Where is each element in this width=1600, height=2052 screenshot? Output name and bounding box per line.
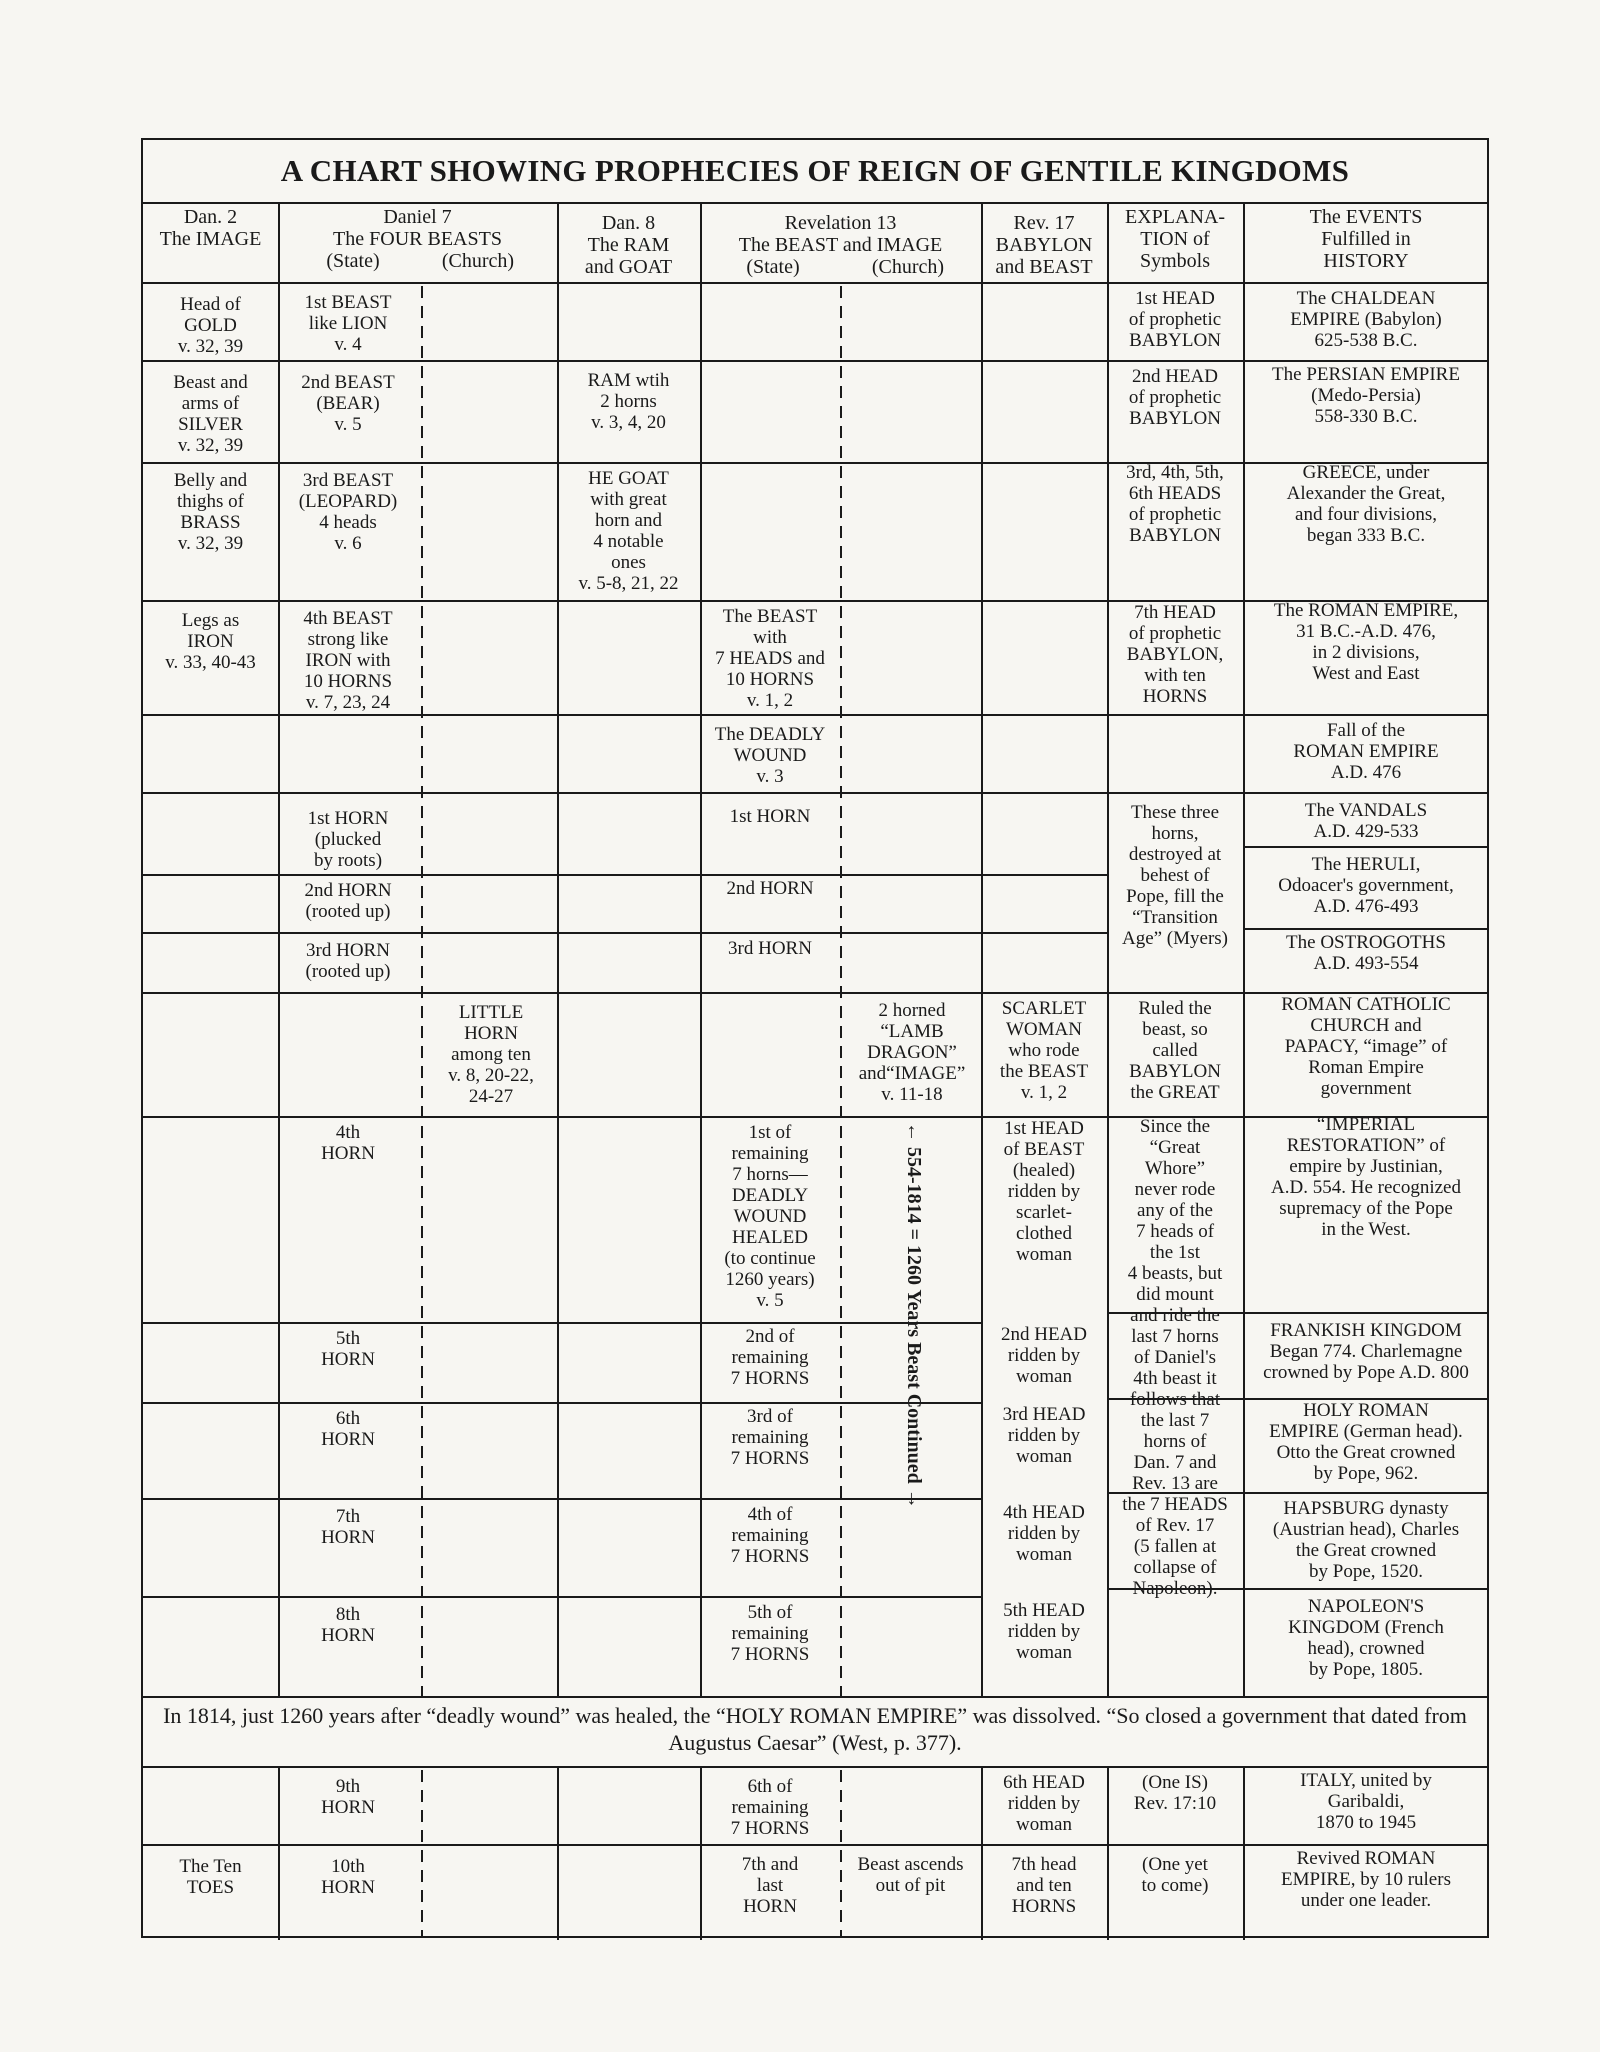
- r11-dan7: 5th HORN: [321, 1328, 375, 1370]
- state-church-divider: [840, 1086, 842, 1098]
- state-church-divider: [840, 1186, 842, 1198]
- state-church-divider: [421, 526, 423, 538]
- r13-event: HAPSBURG dynasty (Austrian head), Charles the Great crowned by Pope, 1520.: [1272, 1498, 1460, 1582]
- state-church-divider: [421, 966, 423, 978]
- r12-rev13: 3rd of remaining 7 HORNS: [730, 1406, 810, 1469]
- state-church-divider: [840, 706, 842, 718]
- state-church-divider: [421, 846, 423, 858]
- state-church-divider: [421, 726, 423, 738]
- state-church-divider: [421, 466, 423, 478]
- r2-expl: 2nd HEAD of prophetic BABYLON: [1128, 366, 1222, 429]
- state-church-divider: [840, 1810, 842, 1822]
- r4-event: The ROMAN EMPIRE, 31 B.C.-A.D. 476, in 2 divisions, West and East: [1273, 600, 1459, 684]
- header-dan7-state: (State): [326, 250, 380, 272]
- state-church-divider: [840, 766, 842, 778]
- state-church-divider: [421, 306, 423, 318]
- grid-line: [143, 1766, 1487, 1768]
- state-church-divider: [840, 1386, 842, 1398]
- state-church-divider: [421, 1186, 423, 1198]
- state-church-divider: [421, 1266, 423, 1278]
- r11-rev13: 2nd of remaining 7 HORNS: [730, 1326, 810, 1389]
- r6-rev13: 1st HORN: [729, 806, 811, 827]
- state-church-divider: [840, 1770, 842, 1782]
- state-church-divider: [421, 1506, 423, 1518]
- state-church-divider: [421, 1910, 423, 1922]
- state-church-divider: [840, 1266, 842, 1278]
- state-church-divider: [840, 806, 842, 818]
- state-church-divider: [421, 686, 423, 698]
- state-church-divider: [421, 1930, 423, 1938]
- r16-dan7: 10th HORN: [321, 1856, 375, 1898]
- grid-line: [143, 1844, 1487, 1846]
- r14-dan7: 8th HORN: [321, 1604, 375, 1646]
- state-church-divider: [840, 366, 842, 378]
- r13-dan7: 7th HORN: [321, 1506, 375, 1548]
- state-church-divider: [840, 926, 842, 938]
- grid-line: [143, 360, 1487, 362]
- r12-rev17: 3rd HEAD ridden by woman: [1002, 1404, 1086, 1467]
- state-church-divider: [840, 1426, 842, 1438]
- r16-event: Revived ROMAN EMPIRE, by 10 rulers under one leader.: [1281, 1848, 1451, 1911]
- r1-expl: 1st HEAD of prophetic BABYLON: [1128, 288, 1222, 351]
- state-church-divider: [840, 1466, 842, 1478]
- state-church-divider: [840, 686, 842, 698]
- state-church-divider: [421, 1206, 423, 1218]
- r15-expl: (One IS) Rev. 17:10: [1133, 1772, 1217, 1814]
- header-explanation: EXPLANA- TION of Symbols: [1125, 206, 1225, 272]
- state-church-divider: [840, 1206, 842, 1218]
- r8-dan7: 3rd HORN (rooted up): [305, 940, 391, 982]
- state-church-divider: [840, 1326, 842, 1338]
- header-dan7-church: (Church): [441, 250, 515, 272]
- state-church-divider: [421, 886, 423, 898]
- state-church-divider: [840, 446, 842, 458]
- state-church-divider: [421, 1406, 423, 1418]
- state-church-divider: [421, 1850, 423, 1862]
- state-church-divider: [421, 1870, 423, 1882]
- state-church-divider: [840, 1586, 842, 1598]
- state-church-divider: [421, 1126, 423, 1138]
- state-church-divider: [421, 826, 423, 838]
- state-church-divider: [421, 1466, 423, 1478]
- state-church-divider: [840, 1506, 842, 1518]
- state-church-divider: [840, 1226, 842, 1238]
- grid-line: [143, 1696, 1487, 1698]
- r9-rev17: SCARLET WOMAN who rode the BEAST v. 1, 2: [999, 998, 1089, 1103]
- state-church-divider: [421, 1066, 423, 1078]
- r4-expl: 7th HEAD of prophetic BABYLON, with ten HORNS: [1126, 602, 1224, 707]
- state-church-divider: [421, 1426, 423, 1438]
- r4-dan7: 4th BEAST strong like IRON with 10 HORNS v. 7, 23, 24: [303, 608, 393, 713]
- r6-event: The VANDALS A.D. 429-533: [1304, 800, 1428, 842]
- header-rev13: Revelation 13 The BEAST and IMAGE: [738, 212, 943, 256]
- state-church-divider: [421, 1086, 423, 1098]
- r14-event: NAPOLEON'S KINGDOM (French head), crowned by Pope, 1805.: [1288, 1596, 1444, 1680]
- state-church-divider: [840, 1606, 842, 1618]
- r9-event: ROMAN CATHOLIC CHURCH and PAPACY, “image” of Roman Empire government: [1281, 994, 1451, 1099]
- state-church-divider: [421, 746, 423, 758]
- state-church-divider: [421, 1146, 423, 1158]
- state-church-divider: [421, 1830, 423, 1842]
- state-church-divider: [421, 1526, 423, 1538]
- header-dan2: Dan. 2 The IMAGE: [159, 206, 262, 250]
- state-church-divider: [421, 1606, 423, 1618]
- grid-line: [981, 202, 983, 1696]
- state-church-divider: [421, 1326, 423, 1338]
- r16-expl: (One yet to come): [1141, 1854, 1209, 1896]
- state-church-divider: [421, 666, 423, 678]
- r15-rev13: 6th of remaining 7 HORNS: [730, 1776, 810, 1839]
- state-church-divider: [421, 1666, 423, 1678]
- chart-title: A CHART SHOWING PROPHECIES OF REIGN OF GENTILE KINGDOMS: [280, 153, 1350, 188]
- state-church-divider: [840, 1286, 842, 1298]
- horns-explanation: These three horns, destroyed at behest of Pope, fill the “Transition Age” (Myers): [1121, 802, 1229, 949]
- state-church-divider: [421, 366, 423, 378]
- state-church-divider: [840, 426, 842, 438]
- state-church-divider: [421, 586, 423, 598]
- r9-little-horn: LITTLE HORN among ten v. 8, 20-22, 24-27: [448, 1002, 534, 1107]
- state-church-divider: [421, 1626, 423, 1638]
- state-church-divider: [840, 1146, 842, 1158]
- r4-dan2: Legs as IRON v. 33, 40-43: [165, 610, 256, 673]
- state-church-divider: [421, 1546, 423, 1558]
- header-events: The EVENTS Fulfilled in HISTORY: [1309, 206, 1423, 272]
- state-church-divider: [840, 1306, 842, 1318]
- state-church-divider: [421, 1686, 423, 1696]
- state-church-divider: [421, 1646, 423, 1658]
- state-church-divider: [421, 766, 423, 778]
- state-church-divider: [840, 1566, 842, 1578]
- state-church-divider: [840, 906, 842, 918]
- state-church-divider: [840, 286, 842, 298]
- grid-line: [143, 202, 1487, 204]
- state-church-divider: [421, 446, 423, 458]
- r4-rev13: The BEAST with 7 HEADS and 10 HORNS v. 1, 2: [715, 606, 825, 711]
- state-church-divider: [840, 466, 842, 478]
- state-church-divider: [421, 906, 423, 918]
- state-church-divider: [421, 706, 423, 718]
- state-church-divider: [840, 1830, 842, 1842]
- r1-dan2: Head of GOLD v. 32, 39: [177, 294, 244, 357]
- r2-dan8: RAM wtih 2 horns v. 3, 4, 20: [587, 370, 670, 433]
- r3-event: GREECE, under Alexander the Great, and four divisions, began 333 B.C.: [1286, 462, 1446, 546]
- r9-lamb-dragon: 2 horned “LAMB DRAGON” and“IMAGE” v. 11-18: [858, 1000, 966, 1105]
- state-church-divider: [840, 1066, 842, 1078]
- r3-expl: 3rd, 4th, 5th, 6th HEADS of prophetic BABYLON: [1126, 462, 1224, 546]
- r16-church13: Beast ascends out of pit: [857, 1854, 964, 1896]
- state-church-divider: [840, 646, 842, 658]
- r8-event: The OSTROGOTHS A.D. 493-554: [1286, 932, 1446, 974]
- r14-rev13: 5th of remaining 7 HORNS: [730, 1602, 810, 1665]
- state-church-divider: [421, 506, 423, 518]
- r6-dan7: 1st HORN (plucked by roots): [307, 808, 389, 871]
- state-church-divider: [421, 1246, 423, 1258]
- state-church-divider: [840, 1686, 842, 1696]
- state-church-divider: [421, 1306, 423, 1318]
- grid-line: [143, 1402, 981, 1404]
- state-church-divider: [421, 1890, 423, 1902]
- state-church-divider: [840, 786, 842, 798]
- state-church-divider: [421, 1346, 423, 1358]
- state-church-divider: [421, 1226, 423, 1238]
- state-church-divider: [840, 746, 842, 758]
- state-church-divider: [840, 306, 842, 318]
- state-church-divider: [421, 346, 423, 358]
- r9-expl: Ruled the beast, so called BABYLON the GREAT: [1129, 998, 1221, 1103]
- state-church-divider: [840, 886, 842, 898]
- state-church-divider: [840, 1346, 842, 1358]
- r16-rev13: 7th and last HORN: [741, 1854, 799, 1917]
- state-church-divider: [421, 786, 423, 798]
- state-church-divider: [421, 1770, 423, 1782]
- state-church-divider: [840, 946, 842, 958]
- r10-dan7: 4th HORN: [321, 1122, 375, 1164]
- state-church-divider: [421, 1810, 423, 1822]
- state-church-divider: [840, 606, 842, 618]
- state-church-divider: [840, 526, 842, 538]
- state-church-divider: [840, 1026, 842, 1038]
- state-church-divider: [421, 1586, 423, 1598]
- state-church-divider: [421, 866, 423, 878]
- state-church-divider: [840, 1126, 842, 1138]
- dissolution-note: In 1814, just 1260 years after “deadly wound” was healed, the “HOLY ROMAN EMPIRE” was dissolved. “So closed a government that dated from Augustus Caesar” (West, p. 377).: [163, 1703, 1467, 1755]
- r10-rev13: 1st of remaining 7 horns— DEADLY WOUND HEALED (to continue 1260 years) v. 5: [724, 1122, 816, 1311]
- r1-dan7: 1st BEAST like LION v. 4: [304, 292, 392, 355]
- state-church-divider: [421, 946, 423, 958]
- grid-line: [1243, 928, 1487, 930]
- state-church-divider: [421, 486, 423, 498]
- state-church-divider: [840, 1166, 842, 1178]
- state-church-divider: [421, 1106, 423, 1118]
- r5-event: Fall of the ROMAN EMPIRE A.D. 476: [1293, 720, 1439, 783]
- state-church-divider: [421, 926, 423, 938]
- state-church-divider: [840, 1046, 842, 1058]
- r11-event: FRANKISH KINGDOM Began 774. Charlemagne crowned by Pope A.D. 800: [1263, 1320, 1469, 1383]
- state-church-divider: [840, 626, 842, 638]
- state-church-divider: [840, 1790, 842, 1802]
- state-church-divider: [840, 546, 842, 558]
- state-church-divider: [421, 1790, 423, 1802]
- state-church-divider: [421, 1386, 423, 1398]
- state-church-divider: [840, 1666, 842, 1678]
- state-church-divider: [840, 386, 842, 398]
- grid-line: [143, 874, 1107, 876]
- r8-rev13: 3rd HORN: [728, 938, 812, 959]
- r5-rev13: The DEADLY WOUND v. 3: [714, 724, 826, 787]
- grid-line: [143, 792, 1487, 794]
- beast-continued-arrow: ← 554-1814 = 1260 Years Beast Continued →: [903, 1122, 925, 1509]
- r14-rev17: 5th HEAD ridden by woman: [1003, 1600, 1085, 1663]
- state-church-divider: [840, 506, 842, 518]
- r16-rev17: 7th head and ten HORNS: [1011, 1854, 1077, 1917]
- state-church-divider: [840, 566, 842, 578]
- state-church-divider: [840, 966, 842, 978]
- r7-event: The HERULI, Odoacer's government, A.D. 476-493: [1278, 854, 1454, 917]
- state-church-divider: [840, 666, 842, 678]
- state-church-divider: [421, 1026, 423, 1038]
- header-rev13-church: (Church): [871, 256, 945, 278]
- r3-dan8: HE GOAT with great horn and 4 notable ones v. 5-8, 21, 22: [578, 468, 679, 594]
- state-church-divider: [421, 606, 423, 618]
- r10-rev17: 1st HEAD of BEAST (healed) ridden by scarlet- clothed woman: [1003, 1118, 1085, 1265]
- r12-event: HOLY ROMAN EMPIRE (German head). Otto the Great crowned by Pope, 962.: [1269, 1400, 1463, 1484]
- state-church-divider: [840, 1366, 842, 1378]
- state-church-divider: [840, 346, 842, 358]
- state-church-divider: [421, 1166, 423, 1178]
- state-church-divider: [840, 1446, 842, 1458]
- state-church-divider: [421, 1046, 423, 1058]
- state-church-divider: [840, 326, 842, 338]
- r7-dan7: 2nd HORN (rooted up): [304, 880, 392, 922]
- r2-dan7: 2nd BEAST (BEAR) v. 5: [301, 372, 395, 435]
- state-church-divider: [421, 1566, 423, 1578]
- state-church-divider: [840, 1006, 842, 1018]
- state-church-divider: [421, 1366, 423, 1378]
- r16-dan2: The Ten TOES: [179, 1856, 242, 1898]
- state-church-divider: [840, 1646, 842, 1658]
- state-church-divider: [840, 1106, 842, 1118]
- heads-explanation: Since the “Great Whore” never rode any of the 7 heads of the 1st 4 beasts, but did mount and ride the last 7 horns of Daniel's 4th beast it follows that the last 7 horns of Dan. 7 and Rev. 13 are the 7 HEADS of Rev. 17 (5 fallen at collapse of Napoleon).: [1122, 1116, 1228, 1599]
- state-church-divider: [840, 1406, 842, 1418]
- state-church-divider: [421, 1006, 423, 1018]
- state-church-divider: [840, 1526, 842, 1538]
- state-church-divider: [421, 286, 423, 298]
- state-church-divider: [840, 1930, 842, 1938]
- r15-dan7: 9th HORN: [321, 1776, 375, 1818]
- state-church-divider: [840, 726, 842, 738]
- grid-line: [143, 1596, 981, 1598]
- header-dan7: Daniel 7 The FOUR BEASTS: [333, 206, 502, 250]
- state-church-divider: [421, 986, 423, 998]
- grid-line: [143, 1322, 981, 1324]
- state-church-divider: [840, 866, 842, 878]
- r13-rev17: 4th HEAD ridden by woman: [1003, 1502, 1085, 1565]
- r12-dan7: 6th HORN: [321, 1408, 375, 1450]
- state-church-divider: [421, 1286, 423, 1298]
- state-church-divider: [421, 806, 423, 818]
- grid-line: [143, 714, 1487, 716]
- state-church-divider: [840, 1546, 842, 1558]
- state-church-divider: [840, 846, 842, 858]
- state-church-divider: [840, 406, 842, 418]
- state-church-divider: [840, 1246, 842, 1258]
- state-church-divider: [421, 1486, 423, 1498]
- grid-line: [143, 932, 1107, 934]
- header-rev13-state: (State): [746, 256, 800, 278]
- state-church-divider: [840, 486, 842, 498]
- state-church-divider: [840, 826, 842, 838]
- grid-line: [1243, 846, 1487, 848]
- state-church-divider: [421, 406, 423, 418]
- r7-rev13: 2nd HORN: [726, 878, 814, 899]
- header-rev17: Rev. 17 BABYLON and BEAST: [995, 212, 1093, 278]
- state-church-divider: [840, 586, 842, 598]
- r3-dan7: 3rd BEAST (LEOPARD) 4 heads v. 6: [298, 470, 398, 554]
- state-church-divider: [421, 326, 423, 338]
- r13-rev13: 4th of remaining 7 HORNS: [730, 1504, 810, 1567]
- prophecy-chart: [141, 138, 1489, 1938]
- state-church-divider: [421, 546, 423, 558]
- r2-event: The PERSIAN EMPIRE (Medo-Persia) 558-330 B.C.: [1272, 364, 1460, 427]
- state-church-divider: [840, 1486, 842, 1498]
- r1-event: The CHALDEAN EMPIRE (Babylon) 625-538 B.C.: [1290, 288, 1442, 351]
- state-church-divider: [421, 646, 423, 658]
- grid-line: [557, 1766, 559, 1940]
- grid-line: [143, 282, 1487, 284]
- state-church-divider: [421, 1446, 423, 1458]
- r15-event: ITALY, united by Garibaldi, 1870 to 1945: [1300, 1770, 1432, 1833]
- r15-rev17: 6th HEAD ridden by woman: [1003, 1772, 1085, 1835]
- r11-rev17: 2nd HEAD ridden by woman: [1000, 1324, 1088, 1387]
- r2-dan2: Beast and arms of SILVER v. 32, 39: [173, 372, 248, 456]
- state-church-divider: [421, 566, 423, 578]
- grid-line: [143, 1498, 981, 1500]
- state-church-divider: [840, 1626, 842, 1638]
- r10-event: “IMPERIAL RESTORATION” of empire by Justinian, A.D. 554. He recognized supremacy of the Pope in the West.: [1271, 1114, 1461, 1240]
- state-church-divider: [421, 386, 423, 398]
- state-church-divider: [840, 986, 842, 998]
- state-church-divider: [840, 1910, 842, 1922]
- r3-dan2: Belly and thighs of BRASS v. 32, 39: [173, 470, 248, 554]
- header-dan8: Dan. 8 The RAM and GOAT: [584, 212, 673, 278]
- state-church-divider: [421, 626, 423, 638]
- state-church-divider: [421, 426, 423, 438]
